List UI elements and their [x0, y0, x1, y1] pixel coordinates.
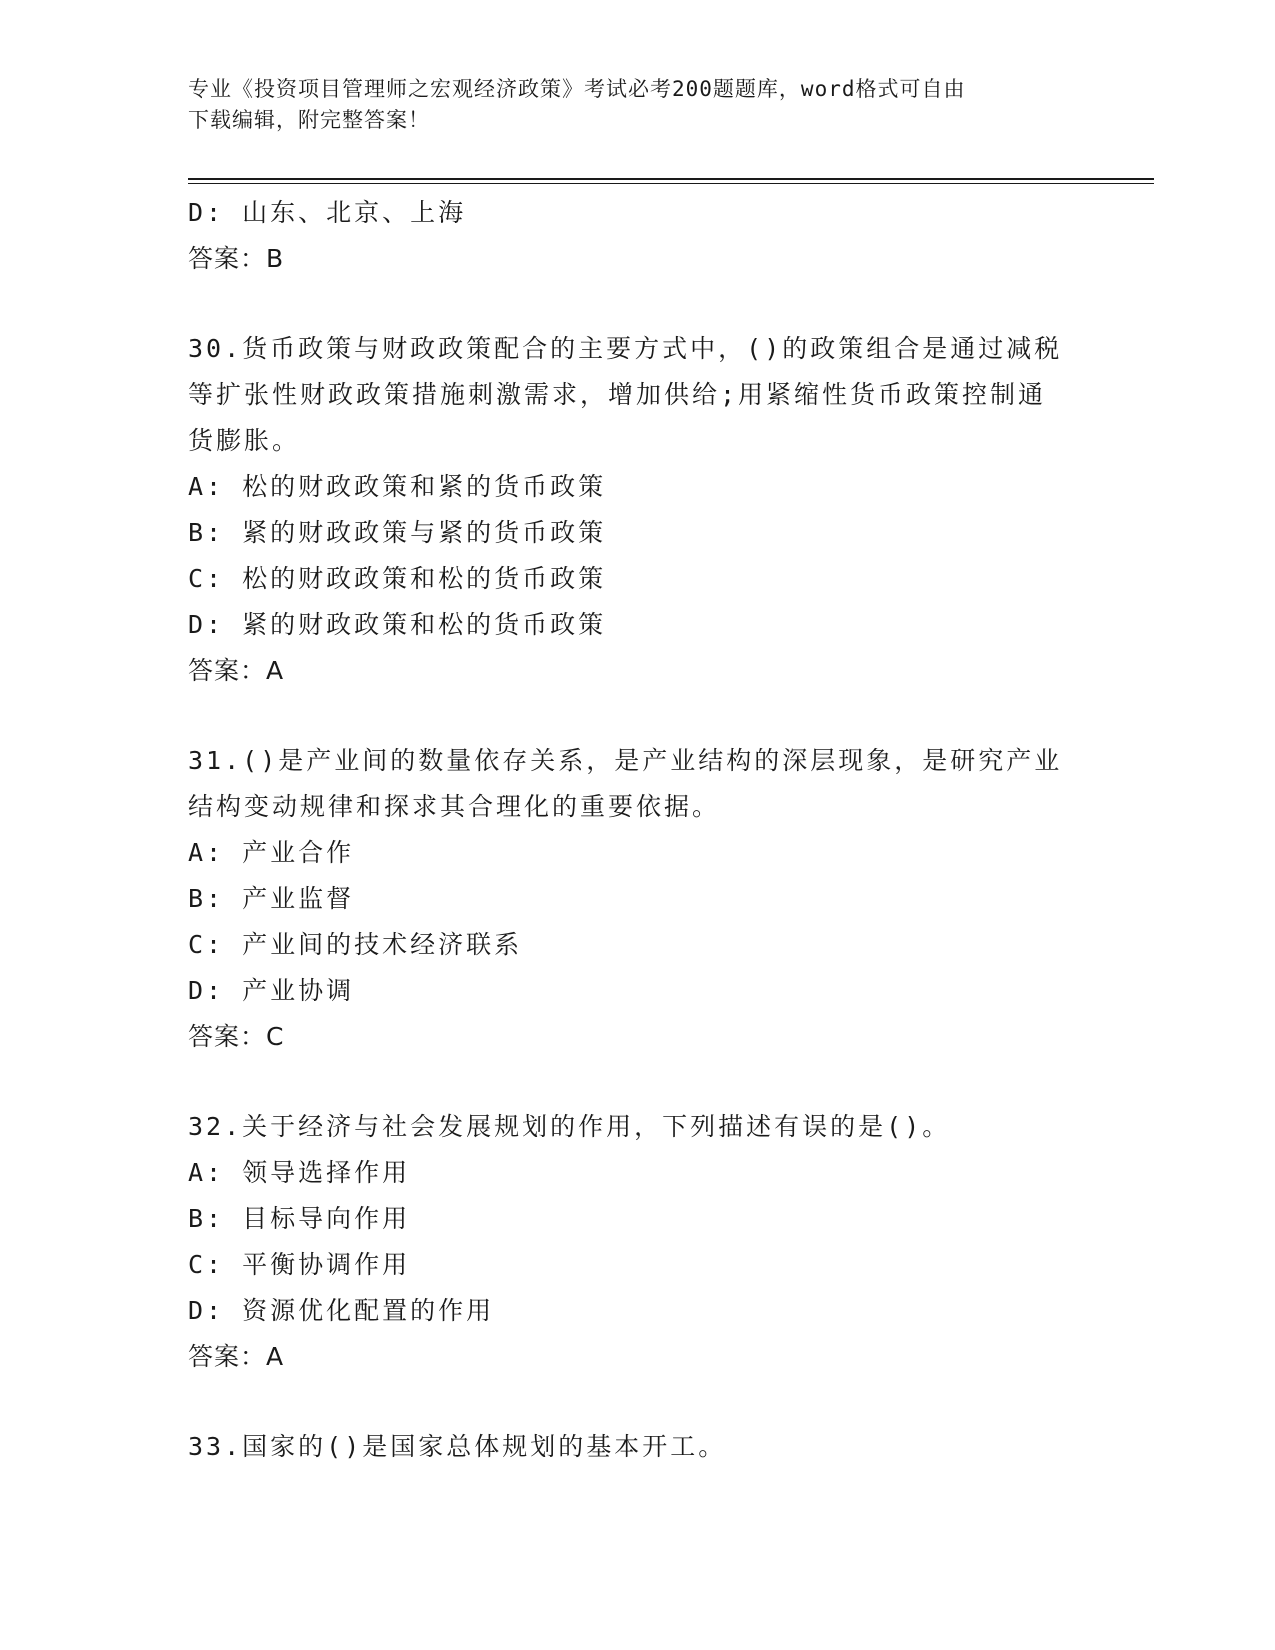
question-stem-line: 30.货币政策与财政政策配合的主要方式中，()的政策组合是通过减税 — [188, 334, 1063, 363]
option-c: C: 松的财政政策和松的货币政策 — [188, 564, 607, 593]
option-a: A: 松的财政政策和紧的货币政策 — [188, 472, 607, 501]
option-a: A: 领导选择作用 — [188, 1158, 411, 1187]
question-stem-line: 货膨胀。 — [188, 426, 301, 455]
option-a: A: 产业合作 — [188, 838, 355, 867]
option-d: D: 资源优化配置的作用 — [188, 1296, 495, 1325]
header-divider-thick — [188, 178, 1154, 180]
option-d: D: 紧的财政政策和松的货币政策 — [188, 610, 607, 639]
option-b: B: 产业监督 — [188, 884, 355, 913]
option-d: D: 山东、北京、上海 — [188, 198, 467, 227]
header-line-2: 下载编辑，附完整答案！ — [188, 108, 430, 132]
option-c: C: 平衡协调作用 — [188, 1250, 411, 1279]
document-header — [188, 74, 1088, 136]
question-list — [188, 190, 1088, 1470]
option-b: B: 目标导向作用 — [188, 1204, 411, 1233]
question-stem-line: 31.()是产业间的数量依存关系，是产业结构的深层现象，是研究产业 — [188, 746, 1063, 775]
question-stem-line: 等扩张性财政政策措施刺激需求，增加供给;用紧缩性货币政策控制通 — [188, 380, 1047, 409]
question-stem-line: 32.关于经济与社会发展规划的作用，下列描述有误的是()。 — [188, 1112, 951, 1141]
question-stem-line: 结构变动规律和探求其合理化的重要依据。 — [188, 792, 721, 821]
header-divider-thin — [188, 183, 1154, 184]
option-c: C: 产业间的技术经济联系 — [188, 930, 523, 959]
header-line-1: 专业《投资项目管理师之宏观经济政策》考试必考200题题库，word格式可自由 — [188, 77, 966, 101]
question-30 — [188, 326, 1088, 694]
question-31 — [188, 738, 1088, 1060]
question-stem-line: 33.国家的()是国家总体规划的基本开工。 — [188, 1432, 727, 1461]
question-33 — [188, 1424, 1088, 1470]
question-32 — [188, 1104, 1088, 1380]
option-b: B: 紧的财政政策与紧的货币政策 — [188, 518, 607, 547]
option-d: D: 产业协调 — [188, 976, 355, 1005]
answer-line: 答案：A — [188, 1342, 285, 1371]
answer-line: 答案：B — [188, 244, 285, 273]
answer-line: 答案：A — [188, 656, 285, 685]
answer-line: 答案：C — [188, 1022, 285, 1051]
